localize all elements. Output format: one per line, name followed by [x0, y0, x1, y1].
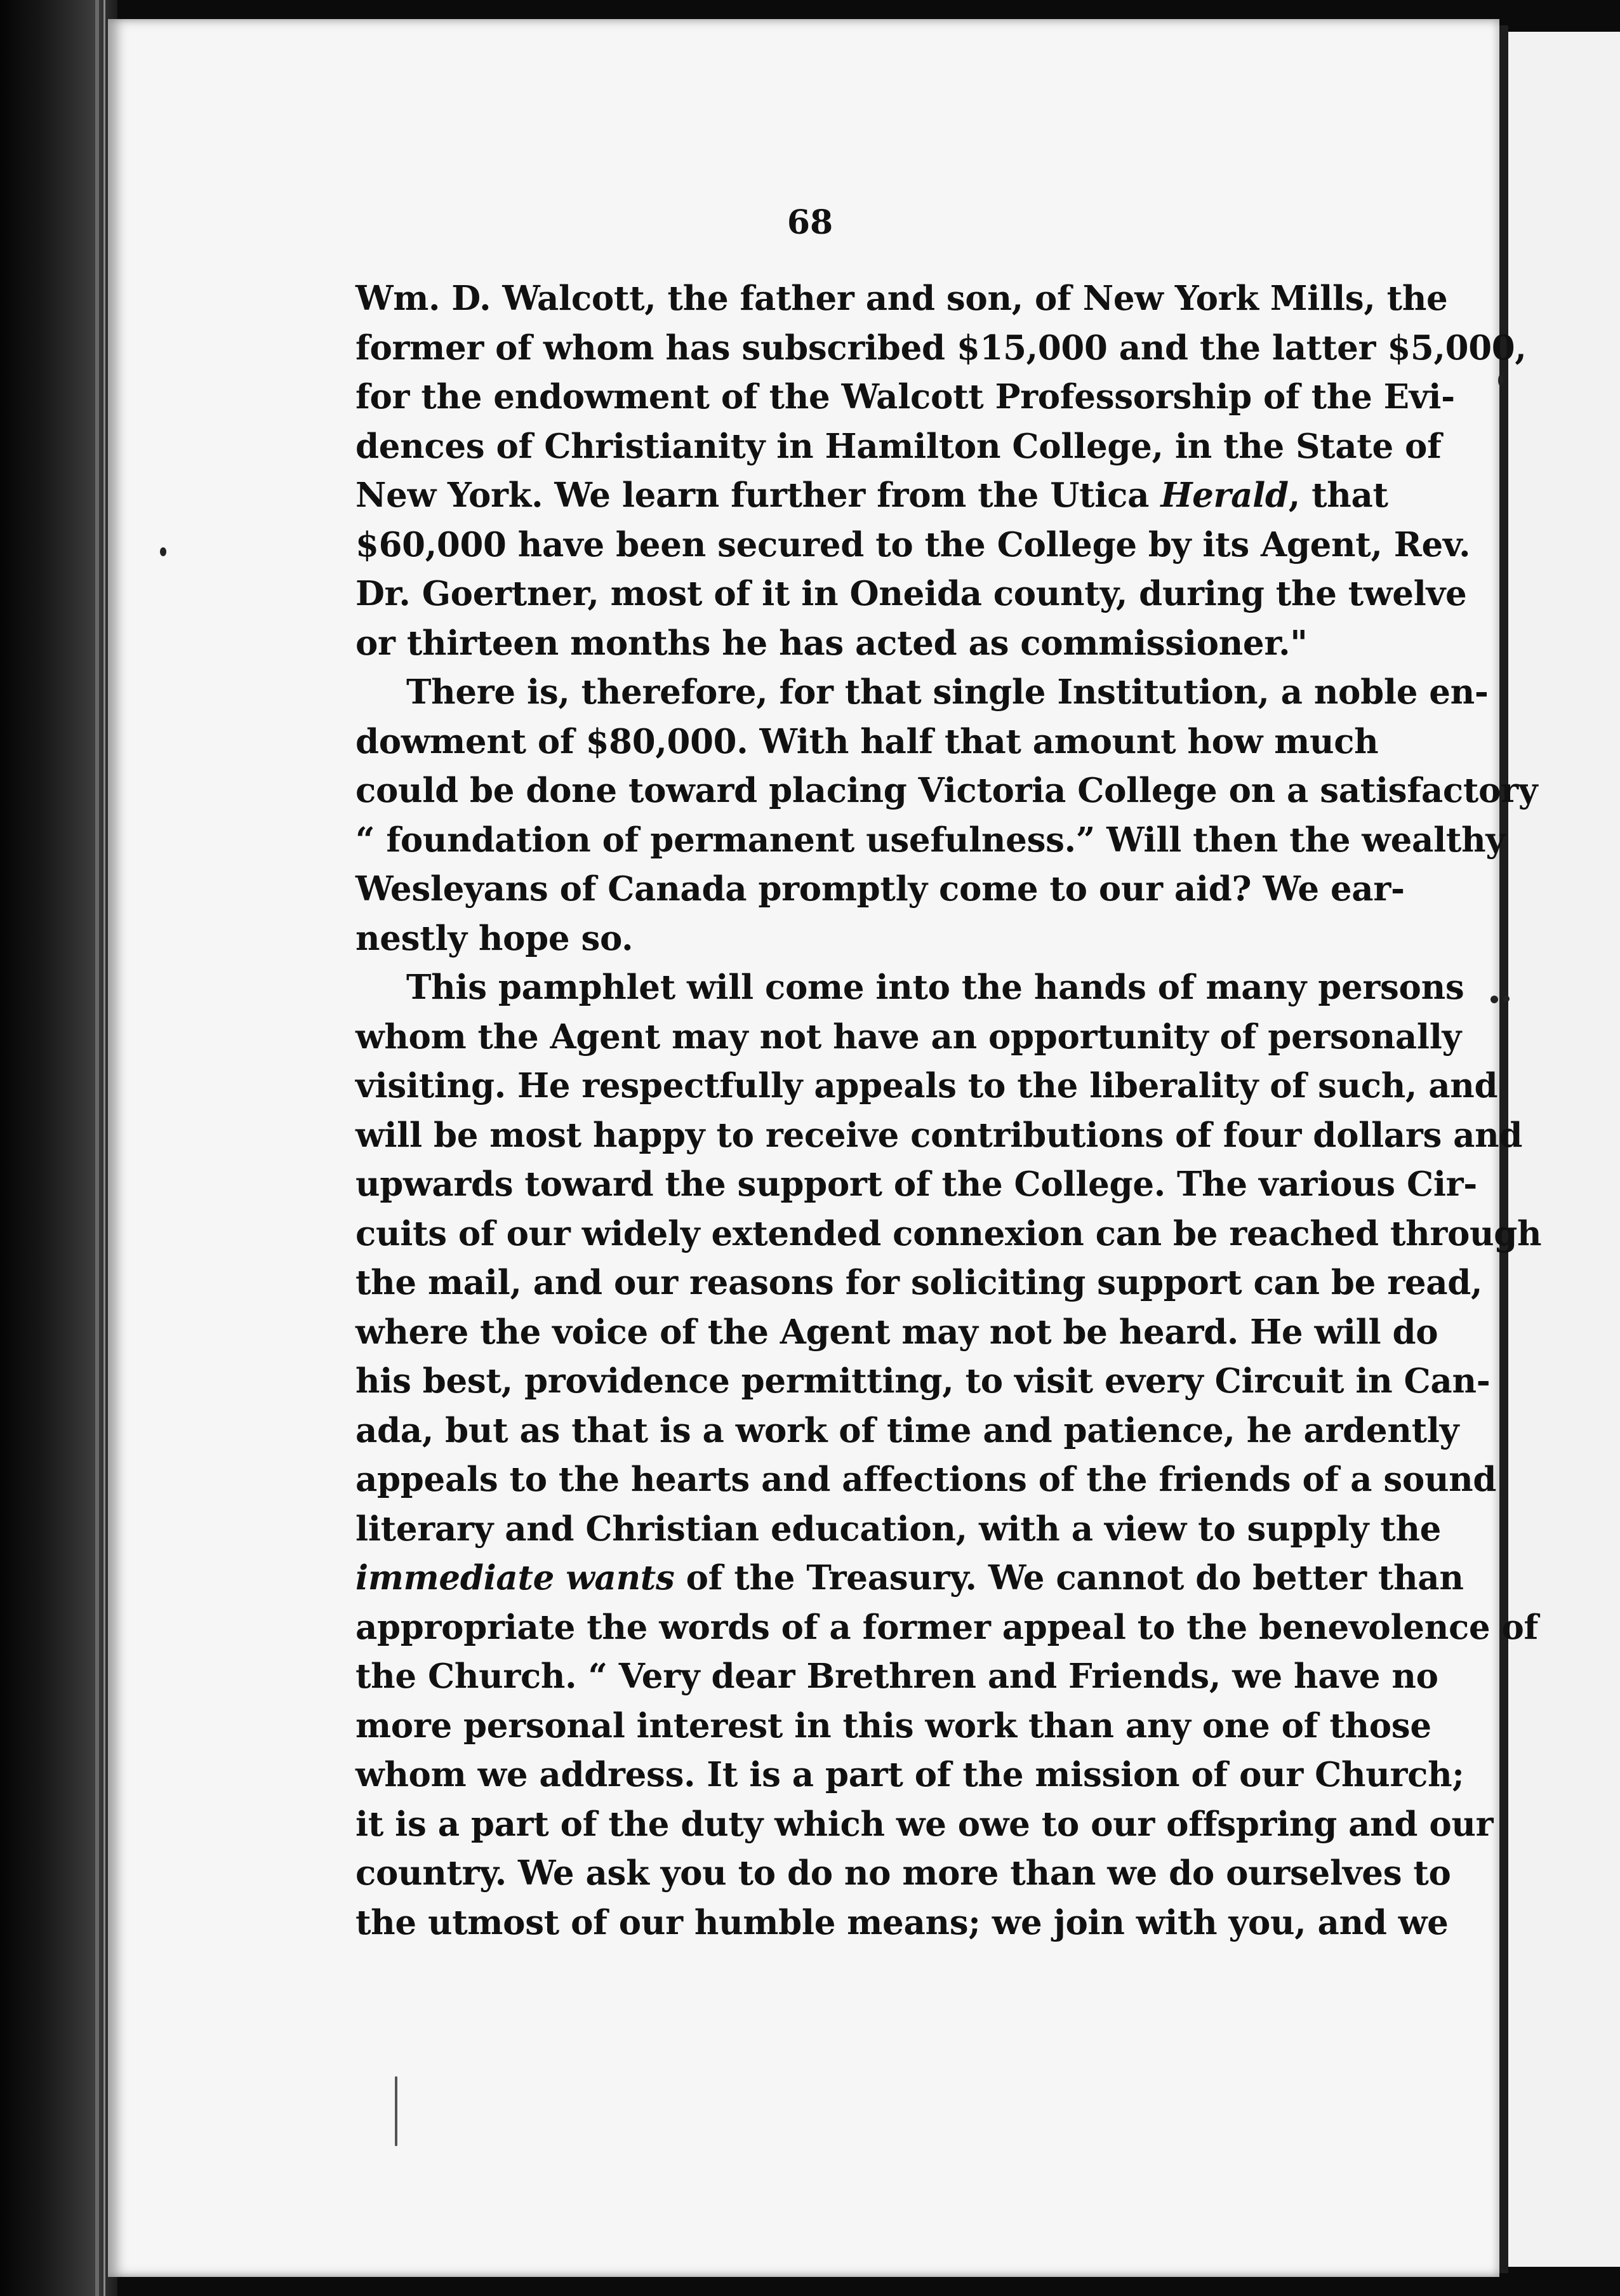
text-line: upwards toward the support of the College. The various Cir- — [355, 1165, 1477, 1204]
gutter-fold-line — [95, 0, 99, 2296]
gutter-fold-line-inner — [103, 0, 105, 2296]
italic-text: immediate wants — [355, 1558, 675, 1598]
text-line: the Church. “ Very dear Brethren and Friends, we have no — [355, 1657, 1438, 1696]
text-line: Wm. D. Walcott, the father and son, of New York Mills, the — [355, 279, 1448, 318]
ink-speck — [1498, 375, 1503, 386]
text-line: country. We ask you to do no more than we do ourselves to — [355, 1853, 1451, 1893]
text-line: visiting. He respectfully appeals to the liberality of such, and — [355, 1066, 1498, 1105]
binding-gutter — [0, 0, 117, 2296]
text-line: literary and Christian education, with a view to supply the — [355, 1509, 1442, 1549]
text-line: nestly hope so. — [355, 918, 634, 958]
text-line: more personal interest in this work than any one of those — [355, 1705, 1431, 1745]
page-number: 68 — [787, 203, 833, 242]
text-line: the mail, and our reasons for soliciting support can be read, — [355, 1263, 1483, 1302]
pencil-mark — [395, 2076, 397, 2146]
ink-speck — [160, 547, 166, 556]
text-line: Dr. Goertner, most of it in Oneida county, during the twelve — [355, 574, 1467, 613]
text-line: will be most happy to receive contributions of four dollars and — [355, 1115, 1523, 1155]
text-line: dowment of $80,000. With half that amount how much — [355, 721, 1379, 761]
text-line: Wesleyans of Canada promptly come to our aid? We ear- — [355, 869, 1405, 909]
text-line: “ foundation of permanent usefulness.” Will then the wealthy — [355, 820, 1505, 860]
text-line: whom we address. It is a part of the mission of our Church; — [355, 1755, 1464, 1794]
text-line: it is a part of the duty which we owe to our offspring and our — [355, 1804, 1494, 1844]
text-line: ada, but as that is a work of time and patience, he ardently — [355, 1410, 1459, 1450]
text-line: immediate wants of the Treasury. We cannot do better than — [355, 1558, 1464, 1598]
text-line: for the endowment of the Walcott Professorship of the Evi- — [355, 377, 1455, 417]
text-line: $60,000 have been secured to the College by its Agent, Rev. — [355, 524, 1471, 564]
text-line: New York. We learn further from the Utica Herald, that — [355, 476, 1388, 515]
text-line: appropriate the words of a former appeal to the benevolence of — [355, 1607, 1539, 1647]
text-line: could be done toward placing Victoria College on a satisfactory — [355, 771, 1538, 810]
text-line: whom the Agent may not have an opportunity of personally — [355, 1017, 1462, 1057]
ink-speck — [1491, 996, 1498, 1003]
text-line: former of whom has subscribed $15,000 and the latter $5,000, — [355, 328, 1527, 368]
text-line: his best, providence permitting, to visit every Circuit in Can- — [355, 1361, 1491, 1401]
text-line: This pamphlet will come into the hands of many persons — [406, 968, 1464, 1007]
text-line: cuits of our widely extended connexion can be reached through — [355, 1213, 1542, 1253]
text-line: There is, therefore, for that single Institution, a noble en- — [406, 672, 1489, 712]
text-line: dences of Christianity in Hamilton College, in the State of — [355, 426, 1442, 466]
body-text — [355, 274, 1542, 1947]
italic-text: Herald — [1160, 476, 1289, 515]
text-line: or thirteen months he has acted as commissioner." — [355, 623, 1308, 663]
ink-speck — [1503, 996, 1510, 1002]
text-line: where the voice of the Agent may not be heard. He will do — [355, 1312, 1438, 1352]
text-line: appeals to the hearts and affections of the friends of a sound — [355, 1460, 1497, 1499]
text-line: the utmost of our humble means; we join with you, and we — [355, 1902, 1449, 1942]
